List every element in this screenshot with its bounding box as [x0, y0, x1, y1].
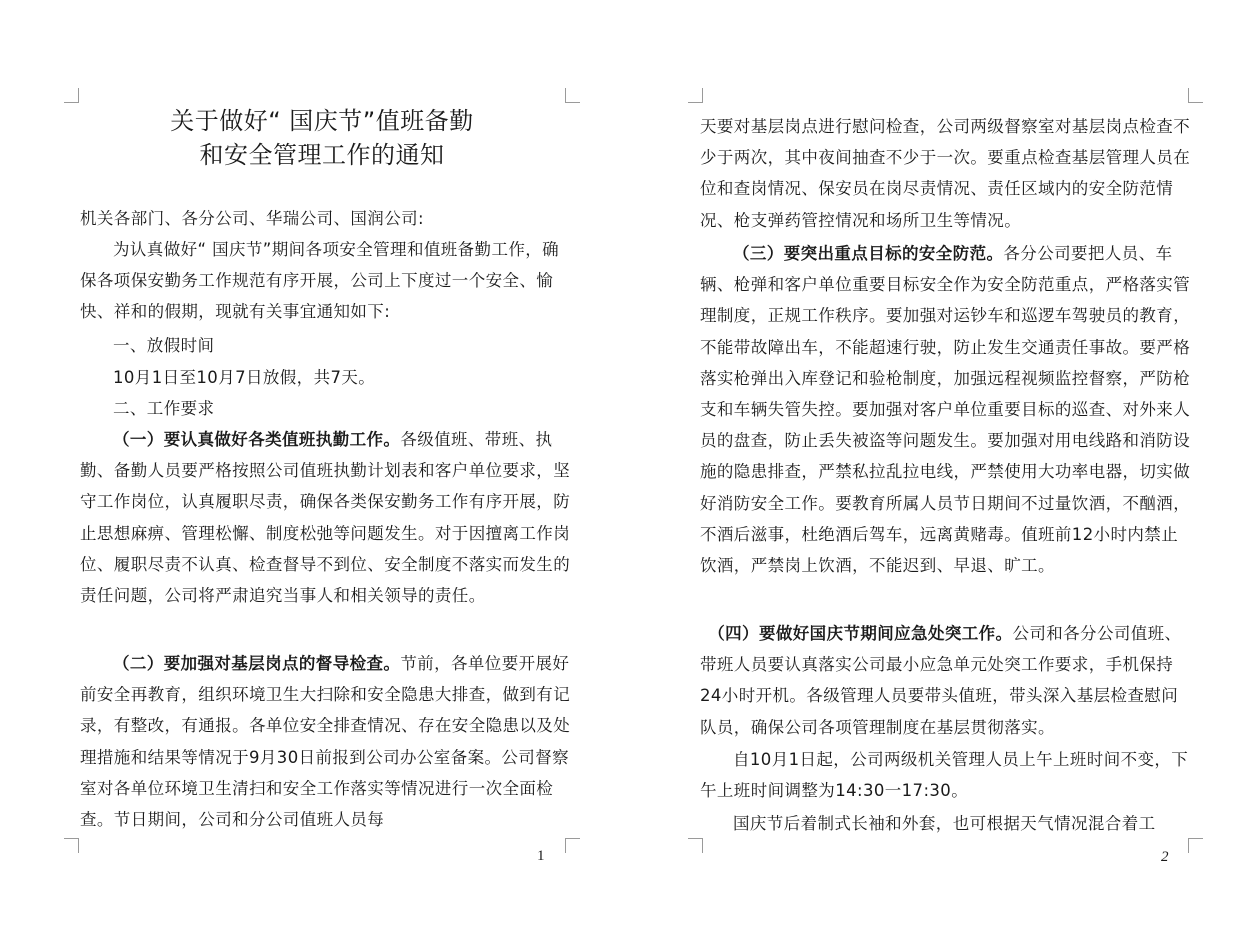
crop-mark-bottom-right: [1188, 838, 1203, 853]
page-number: 1: [537, 848, 545, 864]
crop-mark-top-left: [688, 88, 703, 103]
page-number: 2: [1161, 849, 1169, 865]
notice-title-line-2: 和安全管理工作的通知: [199, 141, 445, 169]
item-1-body: 各级值班、带班、执勤、备勤人员要严格按照公司值班执勤计划表和客户单位要求，坚守工作岗位，认真履职尽责，确保各类保安勤务工作有序开展，防止思想麻痹、管理松懈、制度松弛等问题发生。对于因擅离工作岗位、履职尽责不认真、检查督导不到位、安全制度不落实而发生的责任问题，公司将严肃追究当事人和相关领导的责任。: [80, 430, 571, 606]
crop-mark-bottom-right: [565, 838, 580, 853]
item-1-heading: （一）要认真做好各类值班执勤工作。: [113, 430, 401, 449]
uniform-paragraph: 国庆节后着制式长袖和外套，也可根据天气情况混合着工: [733, 814, 1156, 833]
salutation: 机关各部门、各分公司、华瑞公司、国润公司:: [80, 209, 424, 228]
item-3-heading: （三）要突出重点目标的安全防范。: [733, 244, 1004, 263]
requirement-item-1: [80, 424, 572, 611]
intro-paragraph: 为认真做好“ 国庆节”期间各项安全管理和值班备勤工作，确保各项保安勤务工作规范有序开展，公司上下度过一个安全、愉快、祥和的假期，现就有关事宜通知如下:: [80, 240, 560, 322]
item-2-body: 节前，各单位要开展好前安全再教育，组织环境卫生大扫除和安全隐患大排查，做到有记录，有整改，有通报。各单位安全排查情况、存在安全隐患以及处理措施和结果等情况于9月30日前报到公司办公室备案。公司督察室对各单位环境卫生清扫和安全工作落实等情况进行一次全面检查。节日期间，公司和分公司值班人员每: [80, 654, 571, 830]
crop-mark-top-right: [565, 88, 580, 103]
item-4-heading: （四）要做好国庆节期间应急处突工作。: [708, 624, 1013, 643]
crop-mark-top-left: [64, 88, 79, 103]
notice-title-line-1: 关于做好“ 国庆节”值班备勤: [170, 107, 474, 135]
section-heading-requirements: 二、工作要求: [113, 399, 215, 418]
document-page-2: [630, 0, 1260, 946]
requirement-item-4: [700, 618, 1192, 743]
holiday-text: 10月1日至10月7日放假，共7天。: [113, 368, 376, 387]
section-heading-holiday: 一、放假时间: [113, 336, 215, 355]
crop-mark-bottom-left: [64, 838, 79, 853]
item-4-body: 公司和各分公司值班、带班人员要认真落实公司最小应急单元处突工作要求，手机保持24小时开机。各级管理人员要带头值班，带头深入基层检查慰问队员，确保公司各项管理制度在基层贯彻落实。: [700, 624, 1182, 737]
requirement-item-2: [80, 648, 572, 835]
requirement-item-3: [700, 238, 1192, 581]
item-2-heading: （二）要加强对基层岗点的督导检查。: [113, 654, 401, 673]
crop-mark-bottom-left: [688, 838, 703, 853]
crop-mark-top-right: [1188, 88, 1203, 103]
item-3-body: 各分公司要把人员、车辆、枪弹和客户单位重要目标安全作为安全防范重点，严格落实管理制度，正规工作秩序。要加强对运钞车和巡逻车驾驶员的教育，不能带故障出车，不能超速行驶，防止发生交通责任事故。要严格落实枪弹出入库登记和验枪制度，加强远程视频监控督察，严防枪支和车辆失管失控。要加强对客户单位重要目标的巡查、对外来人员的盘查，防止丢失被盗等问题发生。要加强对用电线路和消防设施的隐患排查，严禁私拉乱拉电线，严禁使用大功率电器，切实做好消防安全工作。要教育所属人员节日期间不过量饮酒，不酗酒，不酒后滋事，杜绝酒后驾车，远离黄赌毒。值班前12小时内禁止饮酒，严禁岗上饮酒，不能迟到、早退、旷工。: [700, 244, 1191, 576]
continued-paragraph: 天要对基层岗点进行慰问检查，公司两级督察室对基层岗点检查不少于两次，其中夜间抽查不少于一次。要重点检查基层管理人员在位和查岗情况、保安员在岗尽责情况、责任区域内的安全防范情况、枪支弹药管控情况和场所卫生等情况。: [700, 117, 1191, 230]
schedule-paragraph: 自10月1日起，公司两级机关管理人员上午上班时间不变，下午上班时间调整为14:30一17:30。: [700, 750, 1189, 801]
